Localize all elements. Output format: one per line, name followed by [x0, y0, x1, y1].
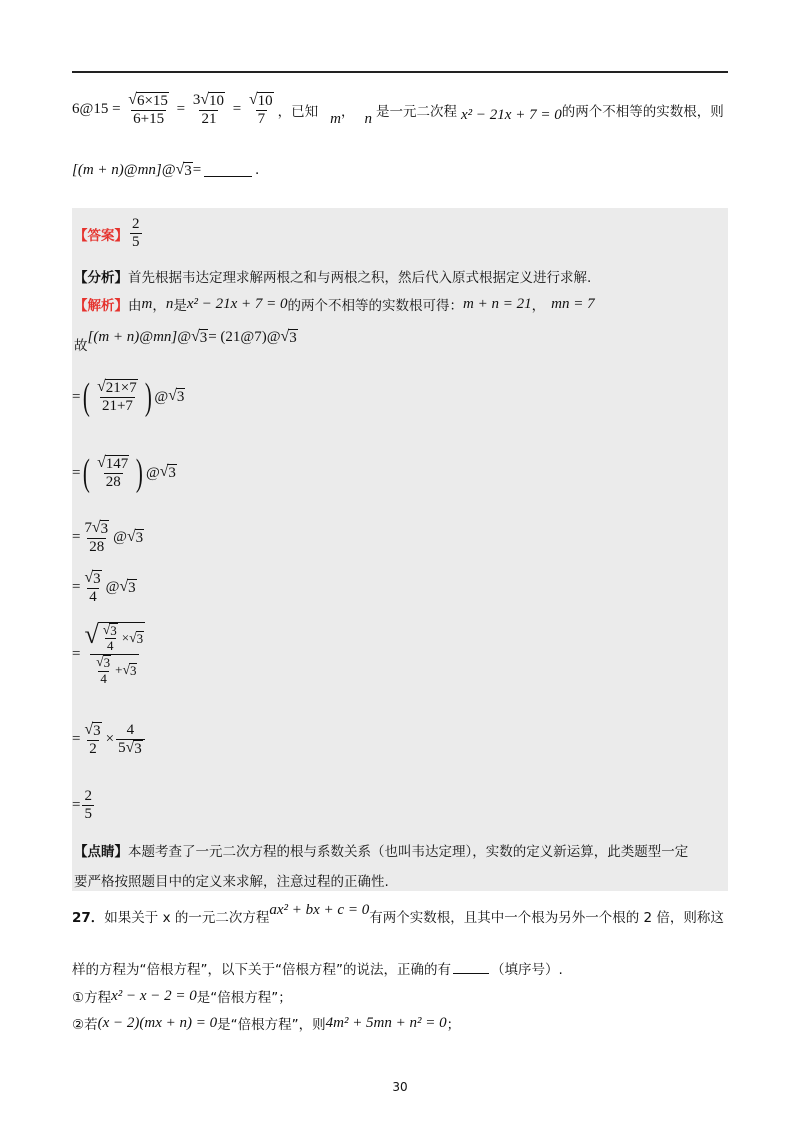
item2-mid: 是“倍根方程”，则 — [217, 1017, 326, 1033]
dianjing-line-1 — [74, 840, 688, 860]
item2-equation: (x − 2)(mx + n) = 0 — [97, 1014, 218, 1031]
var-n: n — [364, 111, 373, 128]
jiexi-var-m: m — [141, 295, 153, 312]
jiexi-line — [74, 294, 595, 314]
analysis-text: 首先根据韦达定理求解两根之和与两根之积，然后代入原式根据定义进行求解. — [128, 270, 592, 286]
jiexi-var-n: n — [165, 295, 174, 312]
text-known: ，已知 — [277, 103, 319, 120]
problem27-line2-text: 样的方程为“倍根方程”，以下关于“倍根方程”的说法，正确的有 — [72, 962, 451, 978]
step-6: = √ 3 2 × 4 5 √ 3 — [72, 722, 147, 758]
step-5: = √ √ 3 4 × √ 3 √ 3 4 + √ 3 — [72, 620, 144, 686]
jiexi-separator: ， — [531, 298, 546, 314]
dianjing-text-1: 本题考查了一元二次方程的根与系数关系（也叫韦达定理），实数的定义新运算，此类题型一定 — [128, 844, 689, 860]
fraction-1: √ 6×15 6+15 — [128, 91, 168, 127]
answer-blank — [204, 164, 252, 177]
jiexi-text-is: 是 — [173, 298, 187, 314]
analysis-label: 【分析】 — [74, 270, 128, 286]
jiexi-label: 【解析】 — [74, 298, 128, 314]
problem26-line1: 6@15 = √ 6×15 6+15 = 3 √ 10 21 = √ 10 7 ，已知 m ， n 是一元二次程 x² − 21x + 7 = 0 的两个不相等的实数根，则 — [72, 91, 724, 128]
product-of-roots: mn = 7 — [551, 295, 595, 312]
item2-suffix: ； — [446, 1017, 461, 1033]
text-is: 是一元二次程 — [376, 103, 458, 120]
problem27-blank — [453, 961, 489, 974]
dianjing-label: 【点睛】 — [74, 844, 128, 860]
page-number: 30 — [392, 1080, 408, 1094]
header-rule — [72, 71, 728, 73]
sum-of-roots: m + n = 21 — [463, 295, 532, 312]
fraction-3: √ 10 7 — [249, 91, 273, 127]
problem27-item1 — [72, 986, 292, 1006]
problem27-line1 — [72, 901, 724, 926]
step-2: = ( √ 147 28 ) @ √ 3 — [72, 452, 176, 494]
step-3: = 7 √ 3 28 @ √ 3 — [72, 519, 144, 555]
jiexi-text-roots: 的两个不相等的实数根可得： — [287, 298, 464, 314]
jiexi-text-you: 由 — [128, 298, 142, 314]
analysis-line — [74, 266, 591, 286]
gu-expression: [(m + n)@mn]@ — [87, 329, 192, 345]
gu-line: 故 [(m + n)@mn]@ √ 3 = (21@7)@ √ 3 — [74, 327, 297, 354]
step-1: = ( √ 21×7 21+7 ) @ √ 3 — [72, 376, 185, 418]
quadratic-equation: x² − 21x + 7 = 0 — [461, 107, 562, 124]
item2-prefix: ②若 — [72, 1017, 98, 1033]
problem27-text1: 如果关于 x 的一元二次方程 — [104, 910, 270, 926]
problem27-text2: 有两个实数根，且其中一个根为另外一个根的 2 倍，则称这 — [369, 910, 724, 926]
text-roots: 的两个不相等的实数根，则 — [561, 103, 724, 120]
problem27-number: 27． — [72, 910, 105, 926]
gu-rhs: = (21@7)@ — [208, 329, 281, 345]
equals: = — [192, 162, 202, 179]
dianjing-line-2 — [74, 870, 389, 890]
period: . — [255, 162, 259, 179]
problem27-item2 — [72, 1013, 460, 1033]
problem27-line2 — [72, 958, 563, 978]
comma: ， — [341, 103, 355, 120]
jiexi-equation: x² − 21x + 7 = 0 — [186, 295, 288, 312]
answer-line — [74, 216, 144, 252]
item1-suffix: 是“倍根方程”； — [196, 990, 292, 1006]
item2-equation2: 4m² + 5mn + n² = 0 — [325, 1014, 447, 1031]
answer-fraction: $\frac{2}{5}$ — [132, 216, 140, 251]
problem27-equation: ax² + bx + c = 0 — [269, 901, 370, 918]
var-m: m — [330, 111, 342, 128]
step-4: = √ 3 4 @ √ 3 — [72, 569, 136, 605]
jiexi-comma: ， — [152, 298, 166, 314]
answer-label: 【答案】 — [74, 227, 128, 244]
step-7: = $\frac{2}{5}$ — [72, 788, 92, 823]
lhs-expression: 6@15 — [72, 101, 109, 118]
dianjing-text-2: 要严格按照题目中的定义来求解，注意过程的正确性. — [74, 874, 389, 890]
fraction-2: 3 √ 10 21 — [192, 91, 225, 127]
item1-prefix: ①方程 — [72, 990, 112, 1006]
question-expression: [(m + n)@mn]@ — [72, 162, 176, 179]
item1-equation: x² − x − 2 = 0 — [111, 987, 197, 1004]
gu-text: 故 — [74, 338, 88, 354]
problem27-line2-end: （填序号）. — [490, 962, 563, 978]
problem26-line2: [(m + n)@mn]@ √ 3 = . — [72, 161, 259, 179]
